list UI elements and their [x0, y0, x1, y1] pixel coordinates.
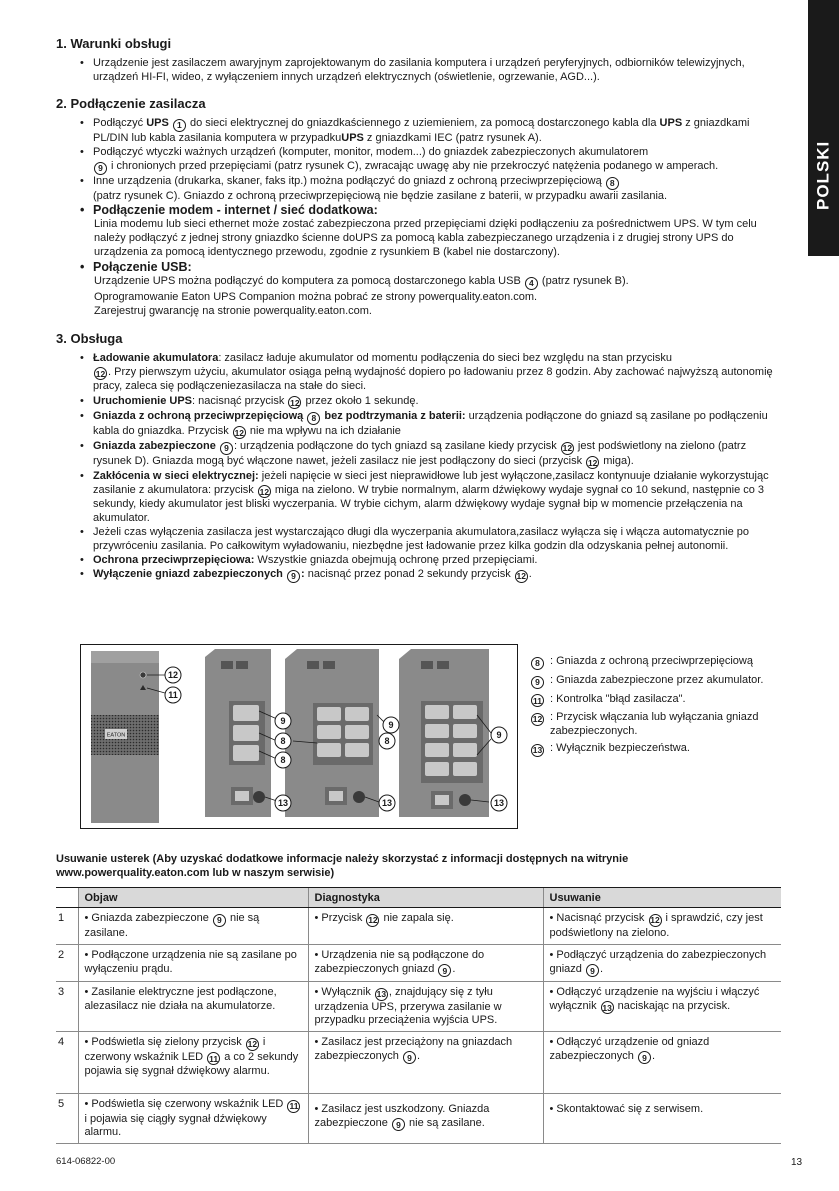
usb-line-1: Urządzenie UPS można podłączyć do komputera za pomocą dostarczonego kabla USB 4 (patrz rysunek B). [94, 274, 629, 288]
callout-4: 4 [525, 277, 538, 290]
section-1-title: 1. Warunki obsługi [56, 36, 172, 51]
ups-rear-view-large [399, 649, 491, 817]
section-3-list [80, 352, 776, 583]
svg-text:13: 13 [493, 798, 505, 809]
list-item: • Gniazda zabezpieczone 9 : urządzenia podłączone do tych gniazd są zasilane kiedy przycisk 12 jest podświetlony na zielono (patrz rysunek D). Gniazda mogą być włączone nawet, jeżeli zasilacz nie jest podłączony do sieci (przycisk 12 miga). [80, 440, 776, 470]
svg-text:12: 12 [167, 670, 179, 681]
usb-list [80, 261, 776, 275]
callout-13 [491, 795, 507, 811]
brand-badge: EATON [106, 732, 126, 739]
page-number: 13 [791, 1157, 803, 1168]
modem-paragraph: Linia modemu lub sieci ethernet może zostać zabezpieczona przed przepięciami dzięki podłączeniu za pośrednictwem UPS. W tym celu należy podłączyć z jednej strony gniazdko ścienne doUPS za pomocą kabla zabezpieczanego urządzenia i z drugiej strony UPS do urządzenia za pomocą identycznego przewodu, zgodnie z rysunkiem B (kabel nie dostarczony). [94, 218, 757, 258]
section-2-list [80, 117, 776, 218]
usb-line-2: Oprogramowanie Eaton UPS Companion można pobrać ze strony powerquality.eaton.com. [94, 290, 538, 303]
table-row: 5 • Podświetla się czerwony wskaźnik LED 11 i pojawia się ciągły sygnał dźwiękowy alarmu. • Zasilacz jest uszkodzony. Gniazda zabezpieczone 9 nie są zasilane. • Skontaktować się z serwisem. [56, 1093, 781, 1143]
callout-12 [165, 667, 181, 683]
svg-text:13: 13 [381, 798, 393, 809]
svg-text:11: 11 [168, 690, 178, 701]
list-item: • Jeżeli czas wyłączenia zasilacza jest wystarczająco długi dla wyczerpania akumulatora,zasilacz wyłącza się i włącza automatycznie po przywróceniu zasilania. Po całkowitym wyładowaniu, niezbędne jest ładowanie przez kilka godzin dla odzyskania pełnej autonomii. [80, 526, 776, 553]
list-item: • Inne urządzenia (drukarka, skaner, faks itp.) można podłączyć do gniazd z ochroną przeciwprzepięciową 8 (patrz rysunek C). Gniazdo z ochroną przeciwprzepięciową nie będzie zasilane z baterii, w przypadku awarii zasilania. [80, 175, 776, 203]
svg-text:8: 8 [384, 736, 390, 747]
header-diagnosis: Diagnostyka [308, 888, 543, 908]
callout-8 [275, 733, 291, 749]
ups-rear-view-medium [285, 649, 390, 817]
callout-9: 9 [94, 162, 107, 175]
language-tab-label: POLSKI [813, 140, 833, 210]
callout-13 [379, 795, 395, 811]
svg-text:9: 9 [388, 720, 394, 731]
legend-item: 12 : Przycisk włączania lub wyłączania gniazd zabezpieczonych. [532, 711, 759, 737]
troubleshooting-title: Usuwanie usterek (Aby uzyskać dodatkowe informacje należy skorzystać z informacji dostępnych na witrynie www.powerquality.eaton.com lub w naszym serwisie) [56, 853, 629, 879]
section-2-title: 2. Podłączenie zasilacza [56, 96, 206, 112]
main-content [56, 36, 776, 595]
ups-front-view [91, 651, 165, 823]
legend-item: 13 : Wyłącznik bezpieczeństwa. [532, 742, 690, 756]
header-remedy: Usuwanie [543, 888, 781, 908]
usb-line-3: Zarejestruj gwarancję na stronie powerquality.eaton.com. [94, 305, 372, 318]
svg-text:13: 13 [277, 798, 289, 809]
figure-legend [530, 655, 770, 761]
svg-text:9: 9 [280, 716, 286, 727]
troubleshooting-table [56, 887, 781, 1144]
usb-heading: • Połączenie USB: [80, 261, 776, 275]
callout-9 [383, 717, 399, 733]
legend-item: 8 : Gniazda z ochroną przeciwprzepięciową [530, 655, 770, 670]
svg-text:9: 9 [496, 730, 502, 741]
header-symptom: Objaw [78, 888, 308, 908]
list-item: • Zakłócenia w sieci elektrycznej: jeżeli napięcie w sieci jest nieprawidłowe lub jest wyłączone,zasilacz kontynuuje działanie wykorzystując zasilanie z akumulatora: przycisk 12 miga na zielono. W trybie normalnym, alarm dźwiękowy wydaje sygnał co 10 sekund, następnie co 3 sekundy, kiedy akumulator jest bliski wyczerpania. W trybie cichym, alarm dźwiękowy wydaje sygnał bip w momencie przełączenia na akumulator. [80, 470, 776, 526]
svg-text:8: 8 [280, 755, 286, 766]
list-item: • Podłączyć wtyczki ważnych urządzeń (komputer, monitor, modem...) do gniazdek zabezpieczonych akumulatorem 9 i chronionych przed przepięciami (patrz rysunek C), zwracając uwagę aby nie przekroczyć natężenia podanego w amperach. [80, 146, 776, 174]
list-item: • Gniazda z ochroną przeciwprzepięciową 8 bez podtrzymania z baterii: urządzenia podłączone do gniazd są zasilane po podłączeniu kabla do gniazdka. Przycisk 12 nie ma wpływu na ich działanie [80, 410, 776, 440]
legend-item: 11 : Kontrolka "błąd zasilacza". [533, 692, 686, 706]
ups-rear-view-small [205, 649, 277, 817]
table-header-row [56, 888, 781, 908]
table-row: 4 • Podświetla się zielony przycisk 12 i czerwony wskaźnik LED 11 a co 2 sekundy pojawia się sygnał dźwiękowy alarmu. • Zasilacz jest przeciążony na gniazdach zabezpieczonych 9 . • Odłączyć urządzenie od gniazd zabezpieczonych 9 . [56, 1031, 781, 1093]
section-1-list [80, 57, 776, 84]
list-item: • Podłączyć UPS 1 do sieci elektrycznej do gniazdkaściennego z uziemieniem, za pomocą dostarczonego kabla dla UPS z gniazdkami PL/DIN lub kabla zasilania komputera w przypadkuUPS z gniazdkami IEC (patrz rysunek A). [80, 117, 776, 145]
svg-text:8: 8 [280, 736, 286, 747]
callout-1: 1 [173, 119, 186, 132]
callout-8: 8 [606, 177, 619, 190]
list-item: • Urządzenie jest zasilaczem awaryjnym zaprojektowanym do zasilania komputera i urządzeń peryferyjnych, odbiorników telewizyjnych, urządzeń HI-FI, wideo, z wyłączeniem innych urządzeń elektrycznych (oświetlenie, ogrzewanie, AGD...). [80, 57, 776, 84]
callout-9 [275, 713, 291, 729]
callout-8 [379, 733, 395, 749]
callout-13 [275, 795, 291, 811]
callout-11 [165, 687, 181, 703]
ups-illustration [80, 644, 518, 829]
callout-8 [275, 752, 291, 768]
list-item: • Uruchomienie UPS: nacisnąć przycisk 12 przez około 1 sekundę. [80, 395, 776, 410]
list-item: • Ochrona przeciwprzepięciowa: Wszystkie gniazda obejmują ochronę przed przepięciami. [80, 554, 776, 568]
table-row: 1 • Gniazda zabezpieczone 9 nie są zasilane. • Przycisk 12 nie zapala się. • Nacisnąć przycisk 12 i sprawdzić, czy jest podświetlony na zielono. [56, 908, 781, 945]
legend-item: 9 : Gniazda zabezpieczone przez akumulator. [530, 674, 770, 689]
list-item: • Ładowanie akumulatora: zasilacz ładuje akumulator od momentu podłączenia do sieci bez względu na stan przycisku 12 . Przy pierwszym użyciu, akumulator osiąga pełną wydajność dopiero po ładowaniu przez 8 godzin. Aby zachować najwyższą autonomię pracy, zaleca się podłączeniezasilacza na stałe do sieci. [80, 352, 776, 394]
callout-9 [491, 727, 507, 743]
table-row: 3 • Zasilanie elektryczne jest podłączone, alezasilacz nie działa na akumulatorze. • Wyłącznik 13 , znajdujący się z tyłu urządzenia UPS, przerywa zasilanie w przypadku przeciążenia wyjścia UPS. • Odłączyć urządzenie na wyjściu i włączyć wyłącznik 13 naciskając na przycisk. [56, 982, 781, 1032]
document-number: 614-06822-00 [56, 1156, 116, 1167]
section-3-title: 3. Obsługa [56, 330, 123, 346]
list-item: • Wyłączenie gniazd zabezpieczonych 9 : nacisnąć przez ponad 2 sekundy przycisk 12 . [80, 568, 776, 583]
table-row: 2 • Podłączone urządzenia nie są zasilane po wyłączeniu prądu. • Urządzenia nie są podłączone do zabezpieczonych gniazd 9 . • Podłączyć urządzenia do zabezpieczonych gniazd 9 . [56, 945, 781, 982]
modem-heading: • Podłączenie modem - internet / sieć dodatkowa: [80, 204, 776, 218]
